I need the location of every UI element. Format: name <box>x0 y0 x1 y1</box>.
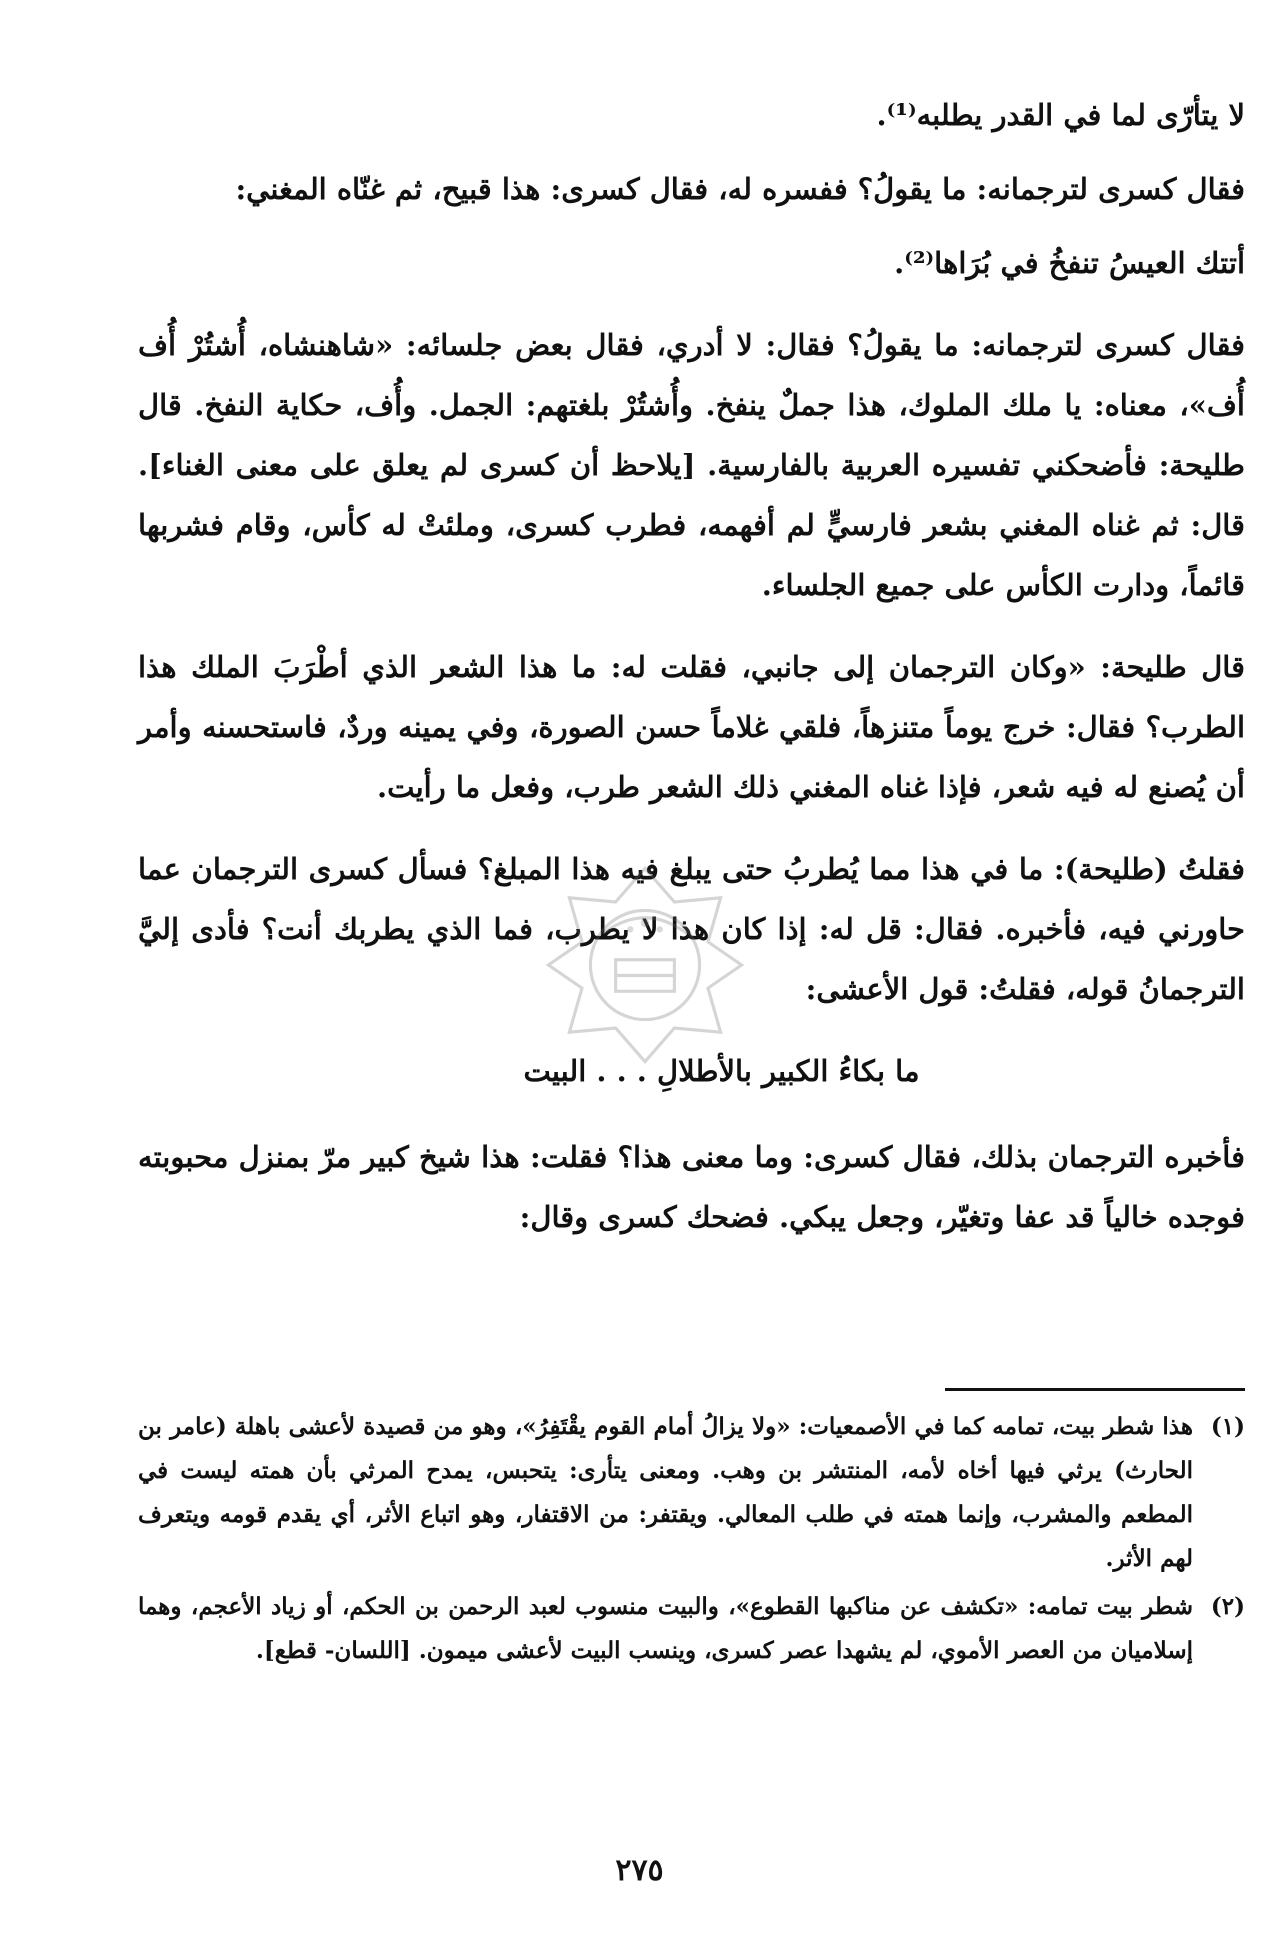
page-number: ٢٧٥ <box>615 1853 664 1888</box>
paragraph-verse-line-1: لا يتأرّى لما في القدر يطلبه⁽¹⁾. <box>876 98 1245 132</box>
footnote-text: هذا شطر بيت، تمامه كما في الأصمعيات: «ولا يزالُ أمام القوم يقْتَفِرُ»، وهو من قصيدة لأعشى باهلة (عامر بن الحارث) يرثي فيها أخاه لأمه، المنتشر بن وهب. ومعنى يتأرى: يتحبس، يمدح المرثي بأن همته ليست في المطعم والمشرب، وإنما همته في طلب المعالي. ويقتفر: من الاقتفار، وهو اتباع الأثر، أي يقدم قومه ويتعرف لهم الأثر. <box>138 1413 1193 1572</box>
footnote-2 <box>138 1585 1245 1673</box>
paragraph-kisra-asks-1: فقال كسرى لترجمانه: ما يقولُ؟ ففسره له، فقال كسرى: هذا قبيح، ثم غنّاه المغني: <box>235 172 1245 206</box>
paragraph-tulayha-translator: قال طليحة: «وكان الترجمان إلى جانبي، فقلت له: ما هذا الشعر الذي أطْرَبَ الملك هذا الطرب؟ فقال: خرج يوماً متنزهاً، فلقي غلاماً حسن الصورة، وفي يمينه وردٌ، فاستحسنه وأمر أن يُصنع له فيه شعر، فإذا غناه المغني ذلك الشعر طرب، وفعل ما رأيت. <box>138 650 1245 804</box>
paragraph-tulayha-reply: فقلتُ (طليحة): ما في هذا مما يُطربُ حتى يبلغ فيه هذا المبلغ؟ فسأل كسرى الترجمان عما حاورني فيه، فأخبره. فقال: قل له: إذا كان هذا لا يطرب، فما الذي يطربك أنت؟ فأدى إليَّ الترجمانُ قوله، فقلتُ: قول الأعشى: <box>138 852 1245 1006</box>
footnotes-section <box>138 1405 1245 1677</box>
footnote-number: (٢) <box>1210 1593 1245 1620</box>
footnote-divider <box>945 1388 1245 1391</box>
footnote-1 <box>138 1405 1245 1581</box>
paragraph-verse-line-2: أتتك العيسُ تنفخُ في بُرَاها⁽²⁾. <box>894 246 1245 280</box>
footnote-text: شطر بيت تمامه: «تكشف عن مناكبها القطوع»، والبيت منسوب لعبد الرحمن بن الحكم، أو زياد الأعجم، وهما إسلاميان من العصر الأموي، لم يشهدا عصر كسرى، وينسب البيت لأعشى ميمون. [اللسان- قطع]. <box>138 1593 1193 1664</box>
paragraph-closing: فأخبره الترجمان بذلك، فقال كسرى: وما معنى هذا؟ فقلت: هذا شيخ كبير مرّ بمنزل محبوبته فوجده خالياً قد عفا وتغيّر، وجعل يبكي. فضحك كسرى وقال: <box>138 1140 1245 1234</box>
paragraph-kisra-asks-2: فقال كسرى لترجمانه: ما يقولُ؟ فقال: لا أدري، فقال بعض جلسائه: «شاهنشاه، أُشتُرْ أُف أُف»، معناه: يا ملك الملوك، هذا جملٌ ينفخ. وأُشتُرْ بلغتهم: الجمل. وأُف، حكاية النفخ. قال طليحة: فأضحكني تفسيره العربية بالفارسية. [يلاحظ أن كسرى لم يعلق على معنى الغناء]. قال: ثم غناه المغني بشعر فارسيٍّ لم أفهمه، فطرب كسرى، وملئتْ له كأس، وقام فشربها قائماً، ودارت الكأس على جميع الجلساء. <box>138 328 1245 602</box>
footnote-number: (١) <box>1210 1413 1245 1440</box>
centered-verse: ما بكاءُ الكبير بالأطلالِ . . . البيت <box>523 1054 920 1088</box>
